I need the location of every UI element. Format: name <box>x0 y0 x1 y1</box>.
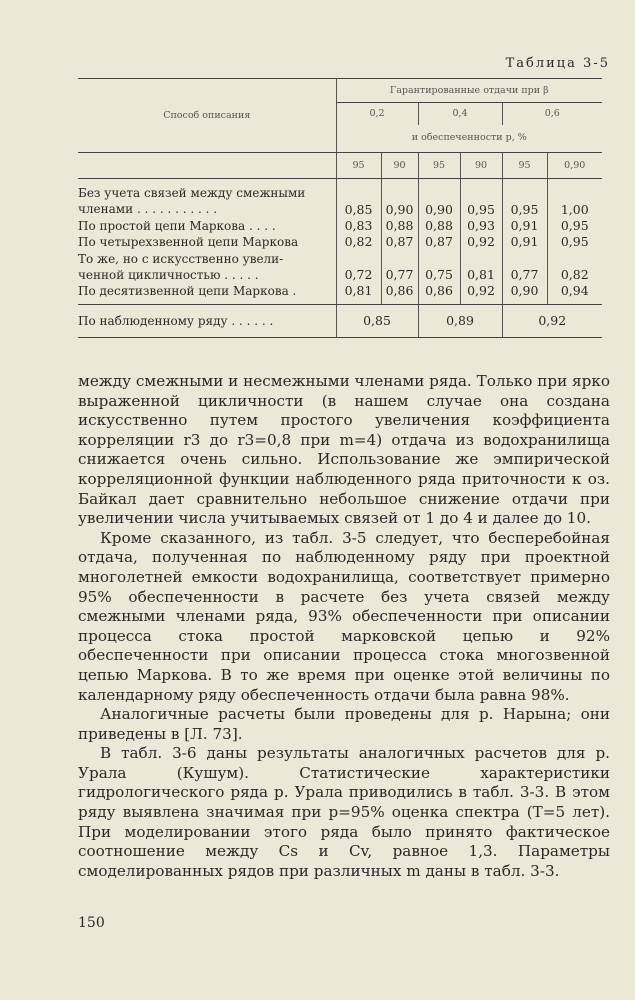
table-cell: 0,88 <box>385 217 414 233</box>
body-text <box>78 372 610 881</box>
value-column <box>336 179 381 305</box>
method-header: Способ описания <box>78 79 336 153</box>
table-cell <box>461 251 502 267</box>
table-cell: 0,83 <box>344 217 373 233</box>
table-cell: 0,82 <box>344 234 373 250</box>
row-label: По десятизвенной цепи Маркова . <box>78 284 297 299</box>
probability-value: 90 <box>381 153 418 179</box>
table-cell: 0,91 <box>510 234 539 250</box>
table-cell: 0,95 <box>467 201 495 217</box>
value-column <box>381 179 418 305</box>
table-cell: 0,86 <box>385 283 414 299</box>
table-cell <box>419 251 460 267</box>
table-cell: 0,75 <box>425 267 453 283</box>
table-cell <box>548 185 603 201</box>
beta-header: 0,6 <box>502 103 602 125</box>
row-label: членами . . . . . . . . . . . <box>78 202 218 217</box>
row-labels <box>78 179 336 305</box>
paragraph: между смежными и несмежными членами ряда. Только при ярко выраженной цикличности (в нашем случае она создана искусственно путем простого увеличения коэффициента корреляции r3 до r3=0,8 при m=4) отдача из водохранилища снижается очень сильно. Использование же эмпирической корреляционной функции наблюденного ряда приточности к оз. Байкал дает сравнительно небольшое снижение отдачи при увеличении числа учитываемых связей от 1 до 4 и далее до 10. <box>78 372 610 528</box>
table-cell: 0,81 <box>344 283 373 299</box>
row-label: ченной цикличностью . . . . . <box>78 268 259 283</box>
guaranteed-header: Гарантированные отдачи при β <box>336 79 602 103</box>
table-cell <box>503 251 547 267</box>
table-cell: 0,94 <box>560 283 589 299</box>
table-cell: 0,77 <box>510 267 539 283</box>
row-label: По четырехзвенной цепи Маркова <box>78 235 299 250</box>
table-cell: 0,77 <box>385 267 414 283</box>
table-caption: Таблица 3-5 <box>505 56 610 71</box>
table-cell: 0,82 <box>560 267 589 283</box>
table-cell: 0,81 <box>467 267 495 283</box>
table-cell <box>461 185 502 201</box>
beta-header: 0,2 <box>336 103 418 125</box>
table-cell: 1,00 <box>560 201 589 217</box>
beta-header: 0,4 <box>418 103 502 125</box>
row-label: Без учета связей между смежными <box>78 186 306 200</box>
table-cell: 0,87 <box>425 234 453 250</box>
probability-value: 95 <box>336 153 381 179</box>
paragraph: Кроме сказанного, из табл. 3-5 следует, что бесперебойная отдача, полученная по наблюденному ряду при проектной многолетней емкости водохранилища, соответствует примерно 95% обеспеченности в расчете без учета связей между смежными членами ряда, 93% обеспеченности при описании процесса стока простой марковской цепью и 92% обеспеченности при описании процесса стока многозвенной цепью Маркова. В то же время при оценке этой величины по календарному ряду обеспеченность отдачи была равна 98%. <box>78 528 610 704</box>
table-cell: 0,85 <box>344 201 373 217</box>
value-column <box>547 179 602 305</box>
value-column <box>502 179 547 305</box>
table-cell: 0,90 <box>510 283 539 299</box>
table-cell <box>503 185 547 201</box>
probability-value: 90 <box>460 153 502 179</box>
value-column <box>460 179 502 305</box>
table-cell: 0,91 <box>510 217 539 233</box>
data-table <box>78 78 602 338</box>
table-cell: 0,90 <box>385 201 414 217</box>
row-label: По простой цепи Маркова . . . . <box>78 218 276 233</box>
table-cell: 0,87 <box>385 234 414 250</box>
table-cell <box>548 251 603 267</box>
table-cell: 0,93 <box>467 217 495 233</box>
paragraph: В табл. 3-6 даны результаты аналогичных расчетов для р. Урала (Кушум). Статистические характеристики гидрологического ряда р. Урала приводились в табл. 3-3. В этом ряду выявлена значимая при p=95% оценка спектра (T=5 лет). При моделировании этого ряда было принято фактическое соотношение между Cs и Cv, равное 1,3. Параметры смоделированных рядов при различных m даны в табл. 3-3. <box>78 744 610 880</box>
page-number: 150 <box>78 915 105 931</box>
probability-value: 0,90 <box>547 153 602 179</box>
observed-value: 0,85 <box>336 304 418 337</box>
table-cell <box>337 185 381 201</box>
row-label: То же, но с искусственно увели- <box>78 251 284 266</box>
table-cell <box>419 185 460 201</box>
table-cell: 0,86 <box>425 283 453 299</box>
observed-value: 0,92 <box>502 304 602 337</box>
table-cell: 0,92 <box>467 283 495 299</box>
table-cell <box>382 185 418 201</box>
table-cell: 0,90 <box>425 201 453 217</box>
probability-header: и обеспеченности р, % <box>336 125 602 153</box>
table-cell <box>382 251 418 267</box>
table-cell: 0,95 <box>510 201 539 217</box>
paragraph: Аналогичные расчеты были проведены для р. Нарына; они приведены в [Л. 73]. <box>78 705 610 743</box>
observed-row-label: По наблюденному ряду . . . . . . <box>78 304 336 337</box>
table-cell: 0,88 <box>425 217 453 233</box>
observed-value: 0,89 <box>418 304 502 337</box>
value-column <box>418 179 460 305</box>
probability-value: 95 <box>502 153 547 179</box>
table-cell <box>337 251 381 267</box>
table-cell: 0,95 <box>560 217 589 233</box>
table-cell: 0,92 <box>467 234 495 250</box>
probability-value: 95 <box>418 153 460 179</box>
table-cell: 0,95 <box>560 234 589 250</box>
header-spacer <box>78 153 336 179</box>
table-cell: 0,72 <box>344 267 373 283</box>
